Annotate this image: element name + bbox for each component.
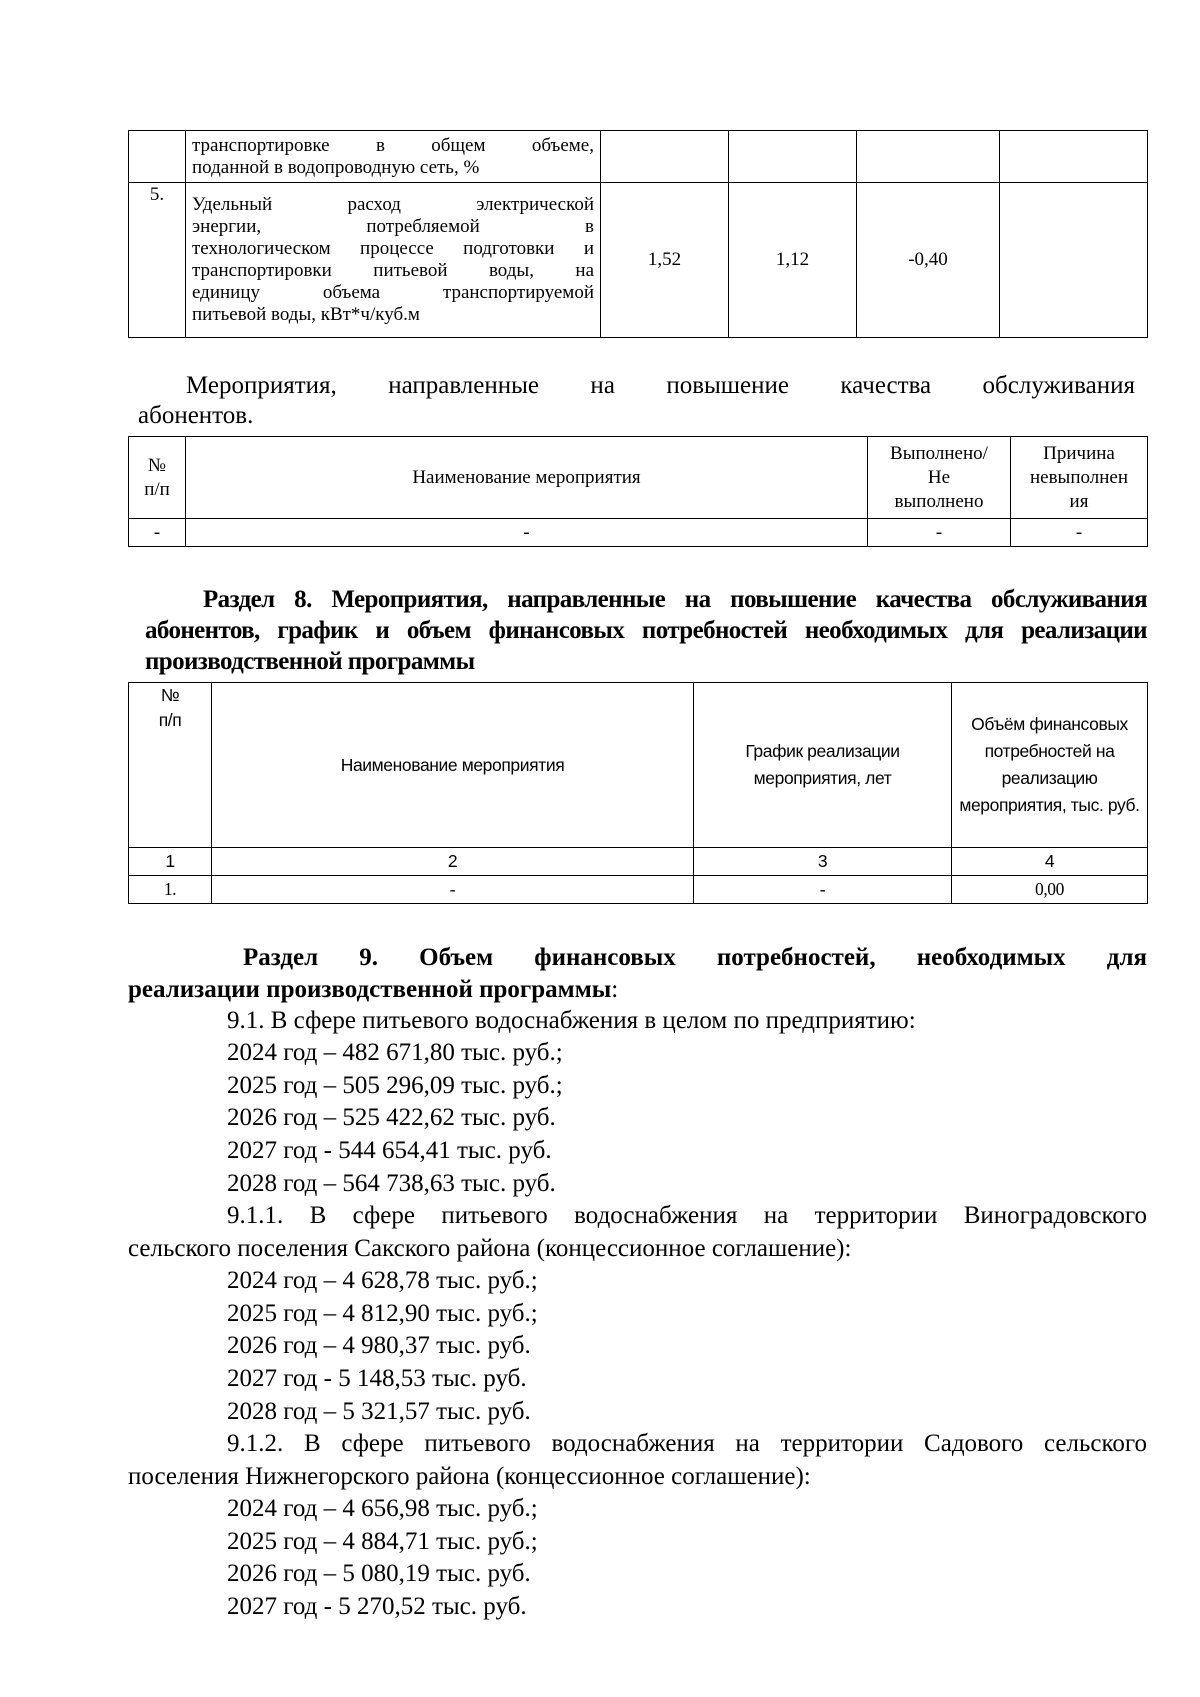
cell-text: энергии, потребляемой в [192, 216, 594, 237]
header-num: № п/п [129, 437, 186, 519]
list-item: 2025 год – 505 296,09 тыс. руб.; [227, 1072, 563, 1099]
section-8-heading: абонентов, график и объем финансовых потребностей необходимых для реализации [145, 617, 1147, 644]
list-item: 2026 год – 4 980,37 тыс. руб. [227, 1332, 531, 1359]
list-item: 2027 год - 544 654,41 тыс. руб. [227, 1137, 552, 1164]
table-cell: - [868, 519, 1011, 547]
section-9-heading-text: реализации производственной программы [128, 976, 612, 1003]
table-cell [857, 131, 1000, 183]
table-cell [186, 183, 601, 338]
index-cell: 3 [694, 848, 952, 876]
table-cell [129, 131, 186, 183]
section-9-heading: Раздел 9. Объем финансовых потребностей, необходимых для [243, 944, 1147, 971]
cell-text: технологическом процессе подготовки и [192, 238, 594, 259]
header-num: № п/п [129, 683, 212, 848]
table-row [129, 183, 1148, 338]
table-cell [186, 131, 601, 183]
header-name: Наименование мероприятия [186, 437, 868, 519]
list-item: 2025 год – 4 812,90 тыс. руб.; [227, 1300, 538, 1327]
paragraph-9-1-1: 9.1.1. В сфере питьевого водоснабжения на территории Виноградовского [227, 1202, 1147, 1229]
table-row [129, 519, 1148, 547]
table-cell: - [212, 876, 694, 904]
intro-text-line: Мероприятия, направленные на повышение качества обслуживания [186, 372, 1135, 399]
table-header-row [129, 437, 1148, 519]
value-cell: 1,12 [729, 183, 857, 338]
index-cell: 4 [952, 848, 1148, 876]
intro-text-line: абонентов. [138, 402, 254, 429]
header-reason: Причина невыполнен ия [1011, 437, 1148, 519]
table-index-row [129, 848, 1148, 876]
table-cell [601, 131, 729, 183]
activities-table [128, 436, 1148, 547]
index-cell: 2 [212, 848, 694, 876]
table-cell [1000, 131, 1148, 183]
table-cell: - [186, 519, 868, 547]
list-item: 2028 год – 5 321,57 тыс. руб. [227, 1398, 531, 1425]
value-cell [1000, 183, 1148, 338]
paragraph-9-1-2: поселения Нижнегорского района (концессионное соглашение): [128, 1463, 811, 1490]
list-item: 2026 год – 525 422,62 тыс. руб. [227, 1104, 556, 1131]
table-header-row [129, 683, 1148, 848]
paragraph-9-1-2: 9.1.2. В сфере питьевого водоснабжения на территории Садового сельского [227, 1430, 1147, 1457]
section-8-heading: производственной программы [145, 648, 475, 675]
header-schedule: График реализации мероприятия, лет [694, 683, 952, 848]
table-cell [729, 131, 857, 183]
table-row [129, 131, 1148, 183]
list-item: 2027 год - 5 148,53 тыс. руб. [227, 1365, 527, 1392]
cell-text: единицу объема транспортируемой [192, 282, 594, 303]
financial-needs-table [128, 682, 1148, 904]
paragraph-9-1: 9.1. В сфере питьевого водоснабжения в целом по предприятию: [227, 1007, 916, 1034]
list-item: 2024 год – 4 656,98 тыс. руб.; [227, 1495, 538, 1522]
cell-text: питьевой воды, кВт*ч/куб.м [192, 304, 420, 325]
value-cell: -0,40 [857, 183, 1000, 338]
cell-text: Удельный расход электрической [192, 194, 594, 215]
list-item: 2025 год – 4 884,71 тыс. руб.; [227, 1528, 538, 1555]
list-item: 2027 год - 5 270,52 тыс. руб. [227, 1593, 527, 1620]
table-cell: 0,00 [952, 876, 1148, 904]
header-name: Наименование мероприятия [212, 683, 694, 848]
table-cell: - [1011, 519, 1148, 547]
list-item: 2024 год – 4 628,78 тыс. руб.; [227, 1267, 538, 1294]
header-volume: Объём финансовых потребностей на реализацию мероприятия, тыс. руб. [952, 683, 1148, 848]
cell-text: поданной в водопроводную сеть, % [192, 156, 480, 178]
indicators-table [128, 130, 1148, 338]
cell-text: транспортировки питьевой воды, на [192, 260, 594, 281]
header-done: Выполнено/ Не выполнено [868, 437, 1011, 519]
table-cell: - [129, 519, 186, 547]
section-8-heading: Раздел 8. Мероприятия, направленные на повышение качества обслуживания [203, 586, 1147, 613]
paragraph-9-1-1: сельского поселения Сакского района (концессионное соглашение): [128, 1235, 852, 1262]
section-9-heading [128, 974, 618, 1005]
cell-text: транспортировке в общем объеме, [192, 134, 594, 156]
list-item: 2024 год – 482 671,80 тыс. руб.; [227, 1039, 563, 1066]
table-cell: 1. [129, 876, 212, 904]
row-number: 5. [129, 183, 186, 338]
list-item: 2028 год – 564 738,63 тыс. руб. [227, 1170, 556, 1197]
value-cell: 1,52 [601, 183, 729, 338]
list-item: 2026 год – 5 080,19 тыс. руб. [227, 1560, 531, 1587]
heading-colon: : [611, 976, 619, 1003]
table-cell: - [694, 876, 952, 904]
table-row [129, 876, 1148, 904]
index-cell: 1 [129, 848, 212, 876]
